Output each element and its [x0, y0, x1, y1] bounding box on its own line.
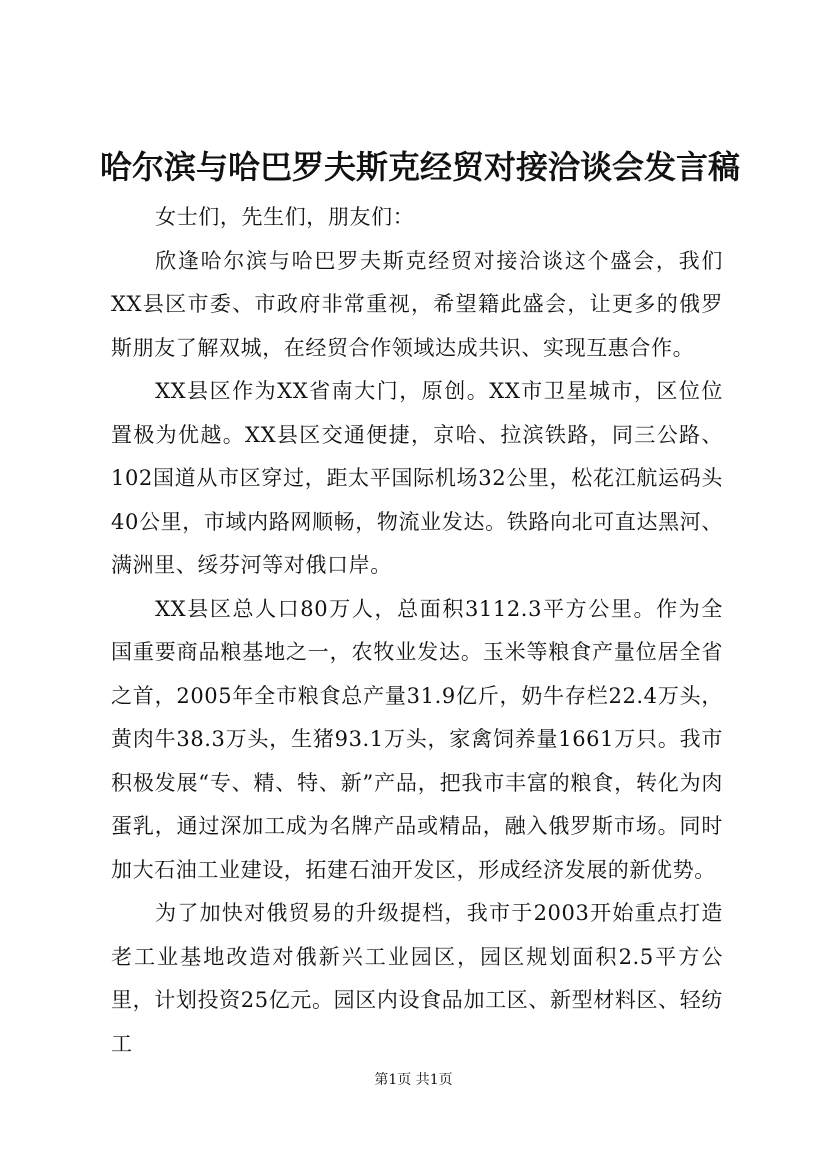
body-paragraph: XX县区总人口80万人，总面积3112.3平方公里。作为全国重要商品粮基地之一，农牧业发达。玉米等粮食产量位居全省之首，2005年全市粮食总产量31.9亿斤，奶牛存栏22.4万头，黄肉牛38.3万头，生猪93.1万头，家禽饲养量1661万只。我市积极发展“专、精、特、新”产品，把我市丰富的粮食，转化为肉蛋乳，通过深加工成为名牌产品或精品，融入俄罗斯市场。同时加大石油工业建设，拓建石油开发区，形成经济发展的新优势。: [111, 596, 723, 882]
salutation-paragraph: 女士们，先生们，朋友们：: [155, 205, 415, 229]
body-paragraph: 欣逢哈尔滨与哈巴罗夫斯克经贸对接洽谈这个盛会，我们XX县区市委、市政府非常重视，希望籍此盛会，让更多的俄罗斯朋友了解双城，在经贸合作领域达成共识、实现互惠合作。: [111, 248, 723, 360]
page-number-footer: 第1页 共1页: [374, 1072, 453, 1088]
body-paragraph: 为了加快对俄贸易的升级提档，我市于2003开始重点打造老工业基地改造对俄新兴工业园区，园区规划面积2.5平方公里，计划投资25亿元。园区内设食品加工区、新型材料区、轻纺工: [111, 901, 723, 1056]
document-body: [111, 196, 723, 1066]
document-title: 哈尔滨与哈巴罗夫斯克经贸对接洽谈会发言稿: [100, 148, 741, 186]
body-paragraph: XX县区作为XX省南大门，原创。XX市卫星城市，区位位置极为优越。XX县区交通便捷，京哈、拉滨铁路，同三公路、102国道从市区穿过，距太平国际机场32公里，松花江航运码头40公里，市域内路网顺畅，物流业发达。铁路向北可直达黑河、满洲里、绥芬河等对俄口岸。: [111, 379, 723, 577]
